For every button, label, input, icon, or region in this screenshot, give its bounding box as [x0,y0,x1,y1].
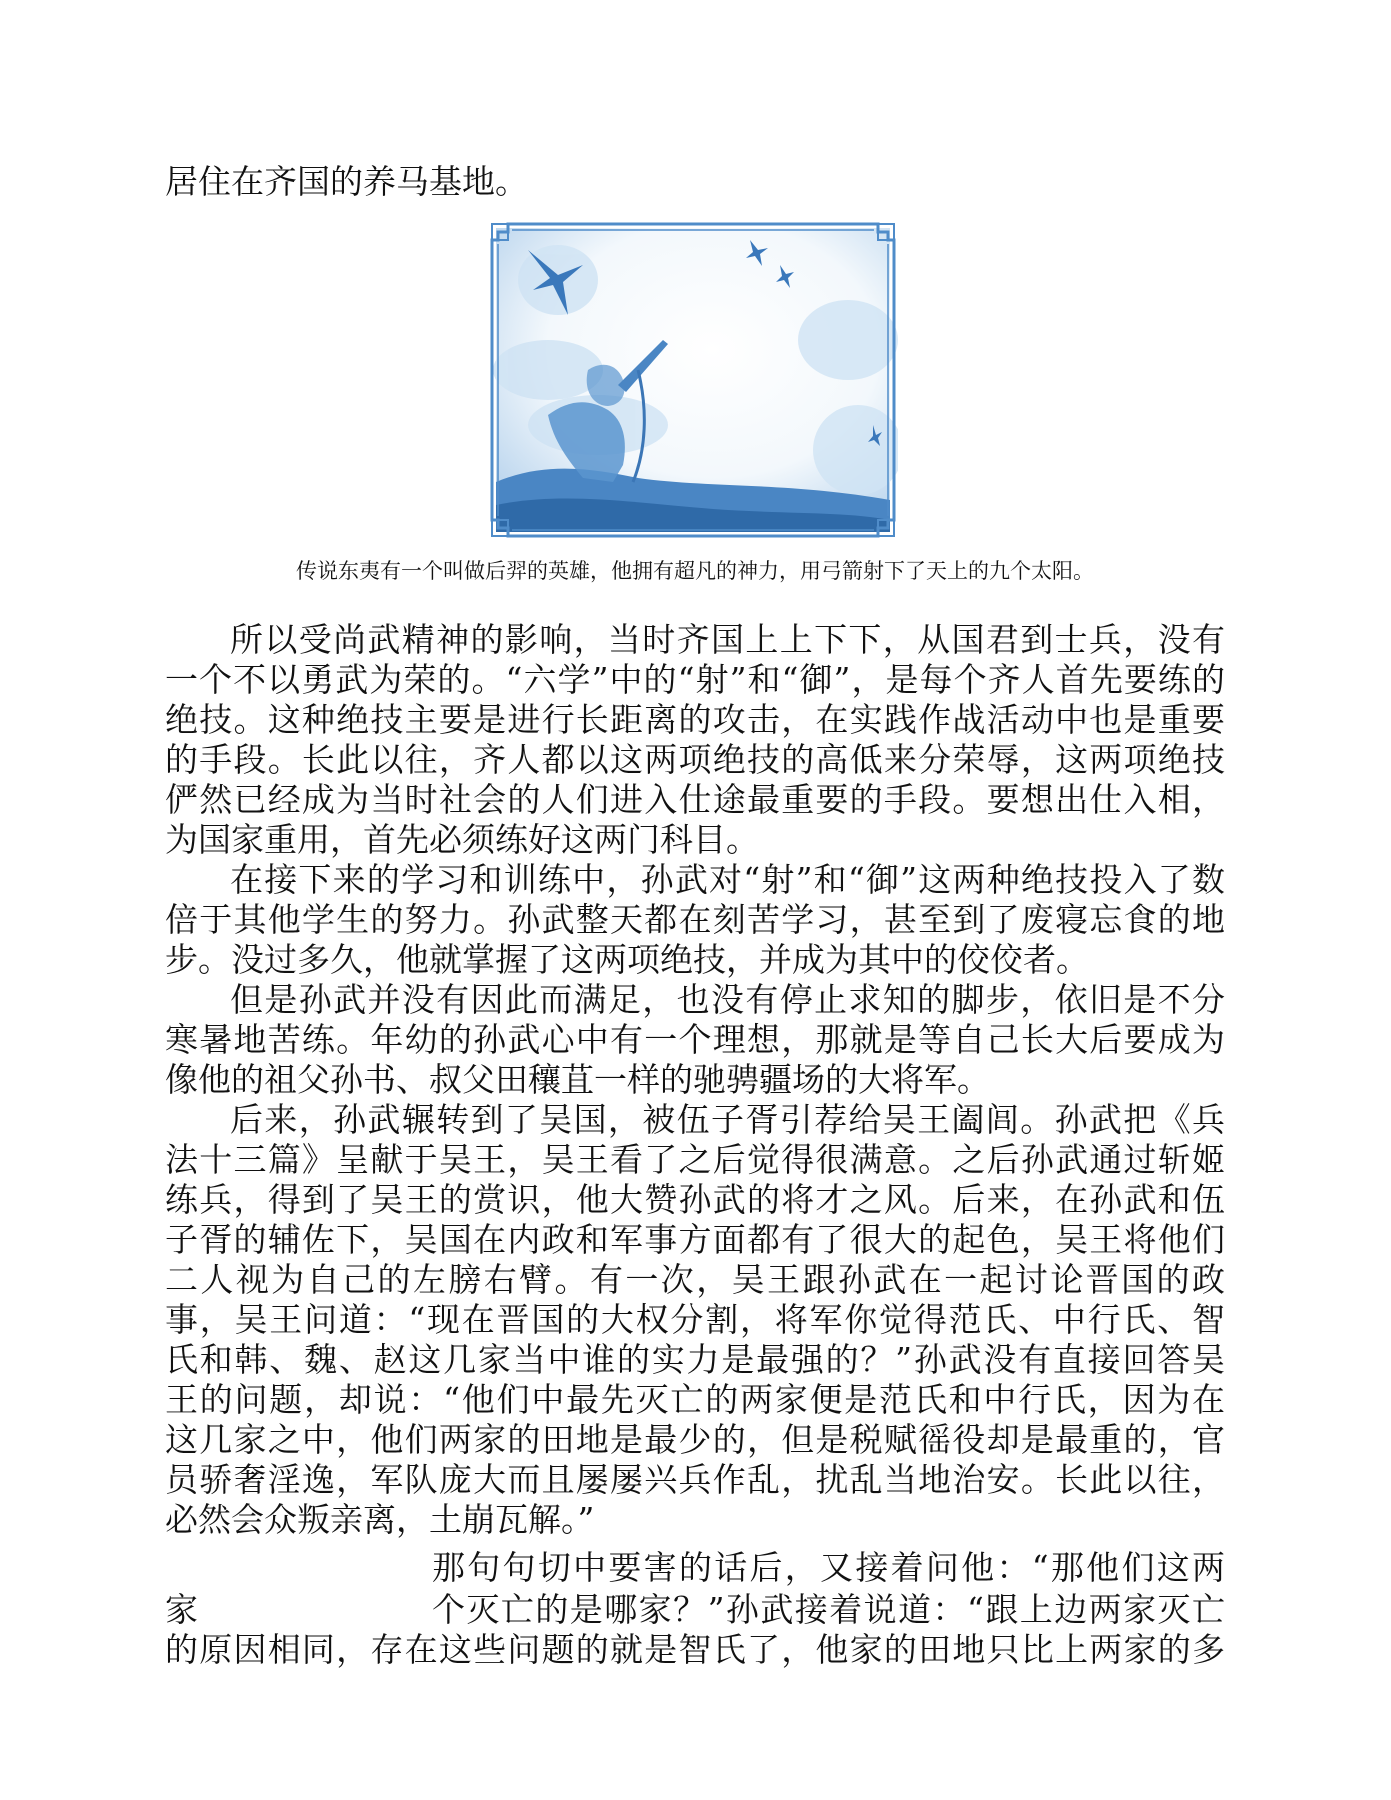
paragraph-line: 为国家重用，首先必须练好这两门科目。 [165,820,759,859]
paragraph-line: 二人视为自己的左膀右臂。有一次，吴王跟孙武在一起讨论晋国的政 [165,1260,1225,1299]
figure-caption: 传说东夷有一个叫做后羿的英雄，他拥有超凡的神力，用弓箭射下了天上的九个太阳。 [296,559,1094,583]
paragraph-line: 子胥的辅佐下，吴国在内政和军事方面都有了很大的起色，吴王将他们 [165,1220,1225,1259]
hou-yi-illustration [488,220,898,540]
paragraph-line: 个灭亡的是哪家？”孙武接着说道：“跟上边两家灭亡 [432,1590,1225,1629]
paragraph-line: 像他的祖父孙书、叔父田穰苴一样的驰骋疆场的大将军。 [165,1060,990,1099]
paragraph-line: 的原因相同，存在这些问题的就是智氏了，他家的田地只比上两家的多 [165,1630,1225,1669]
paragraph-line: 所以受尚武精神的影响，当时齐国上上下下，从国君到士兵，没有 [230,620,1225,659]
paragraph-line: 必然会众叛亲离，土崩瓦解。” [165,1500,595,1539]
paragraph-line: 倍于其他学生的努力。孙武整天都在刻苦学习，甚至到了废寝忘食的地 [165,900,1225,939]
paragraph-line-fragment: 家 [165,1590,198,1629]
paragraph-line: 练兵，得到了吴王的赏识，他大赞孙武的将才之风。后来，在孙武和伍 [165,1180,1225,1219]
paragraph-line: 绝技。这种绝技主要是进行长距离的攻击，在实践作战活动中也是重要 [165,700,1225,739]
paragraph-line: 后来，孙武辗转到了吴国，被伍子胥引荐给吴王阖闾。孙武把《兵 [230,1100,1225,1139]
paragraph-line: 寒暑地苦练。年幼的孙武心中有一个理想，那就是等自己长大后要成为 [165,1020,1225,1059]
continued-text-line: 居住在齐国的养马基地。 [165,162,528,201]
paragraph-line: 这几家之中，他们两家的田地是最少的，但是税赋徭役却是最重的，官 [165,1420,1225,1459]
paragraph-line: 一个不以勇武为荣的。“六学”中的“射”和“御”，是每个齐人首先要练的 [165,660,1225,699]
paragraph-line: 那句句切中要害的话后，又接着问他：“那他们这两 [432,1548,1225,1587]
paragraph-line: 氏和韩、魏、赵这几家当中谁的实力是最强的？”孙武没有直接回答吴 [165,1340,1225,1379]
paragraph-line: 俨然已经成为当时社会的人们进入仕途最重要的手段。要想出仕入相， [165,780,1225,819]
paragraph-line: 员骄奢淫逸，军队庞大而且屡屡兴兵作乱，扰乱当地治安。长此以往， [165,1460,1225,1499]
paragraph-line: 事，吴王问道：“现在晋国的大权分割，将军你觉得范氏、中行氏、智 [165,1300,1225,1339]
paragraph-line: 的手段。长此以往，齐人都以这两项绝技的高低来分荣辱，这两项绝技 [165,740,1225,779]
paragraph-line: 步。没过多久，他就掌握了这两项绝技，并成为其中的佼佼者。 [165,940,1089,979]
paragraph-line: 但是孙武并没有因此而满足，也没有停止求知的脚步，依旧是不分 [230,980,1225,1019]
paragraph-line: 王的问题，却说：“他们中最先灭亡的两家便是范氏和中行氏，因为在 [165,1380,1225,1419]
paragraph-line: 法十三篇》呈献于吴王，吴王看了之后觉得很满意。之后孙武通过斩姬 [165,1140,1225,1179]
paragraph-line: 在接下来的学习和训练中，孙武对“射”和“御”这两种绝技投入了数 [230,860,1225,899]
